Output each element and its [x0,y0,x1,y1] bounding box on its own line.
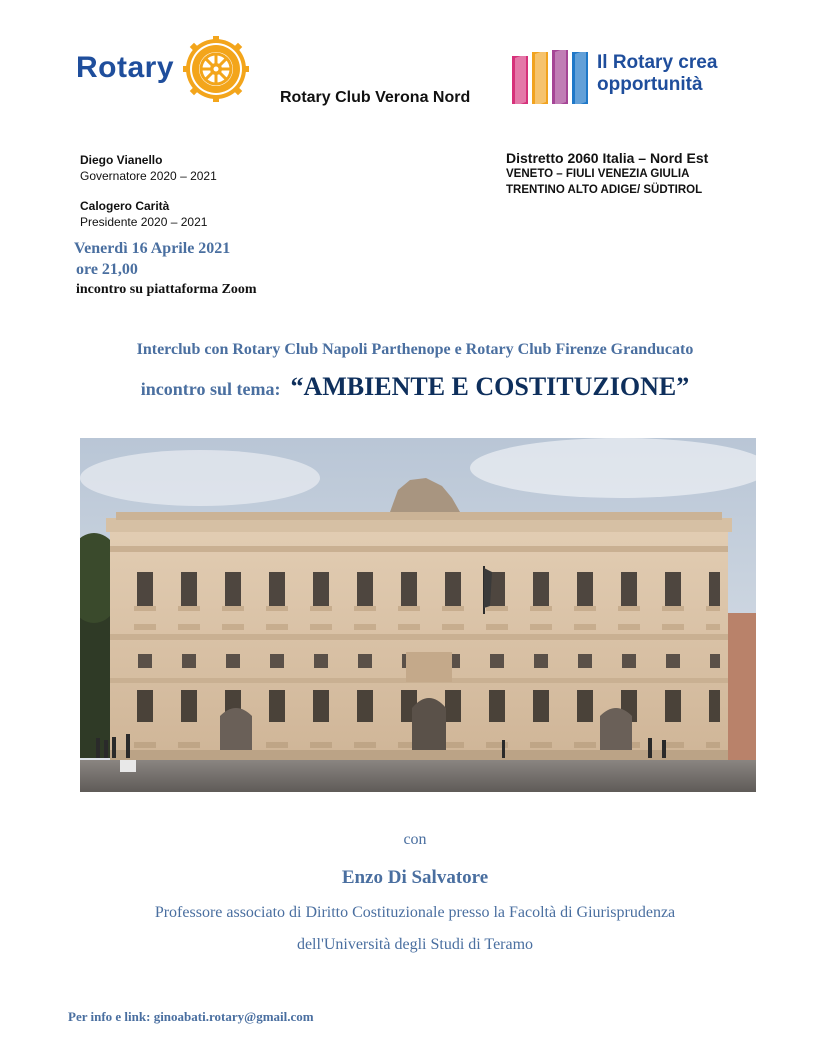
governor-name: Diego Vianello [80,153,163,167]
speaker-name: Enzo Di Salvatore [341,867,489,888]
doors-icon [512,48,592,106]
theme-row [0,372,830,402]
slogan-line2: opportunità [597,74,703,95]
governor-role: Governatore 2020 – 2021 [80,169,217,183]
rotary-logo [76,36,256,106]
event-platform: incontro su piattaforma Zoom [76,282,257,297]
speaker-role-line2: dell'Università degli Studi di Teramo [296,936,534,953]
speaker-role-line1: Professore associato di Diritto Costituzionale presso la Facoltà di Giurisprudenza [154,904,676,921]
event-date: Venerdì 16 Aprile 2021 [74,240,231,257]
contact-info: Per info e link: ginoabati.rotary@gmail.com [68,1009,314,1024]
club-name: Rotary Club Verona Nord [280,89,471,106]
district-regions-line1: VENETO – FIULI VENEZIA GIULIA [506,168,690,180]
district-regions-line2: TRENTINO ALTO ADIGE/ SÜDTIROL [506,184,703,196]
president-name: Calogero Carità [80,199,170,213]
building-photo [80,438,756,792]
event-time: ore 21,00 [76,261,138,278]
slogan-line1: Il Rotary crea [597,52,718,73]
theme-title: “AMBIENTE E COSTITUZIONE” [290,372,690,401]
president-role: Presidente 2020 – 2021 [80,215,208,229]
district-title: Distretto 2060 Italia – Nord Est [506,150,709,166]
interclub-line: Interclub con Rotary Club Napoli Parthenope e Rotary Club Firenze Granducato [136,341,694,358]
rotary-wheel-icon [183,36,249,102]
slogan [597,52,717,96]
theme-prefix: incontro sul tema: [140,379,281,399]
rotary-wordmark: Rotary [76,51,175,84]
with-label: con [403,831,427,848]
